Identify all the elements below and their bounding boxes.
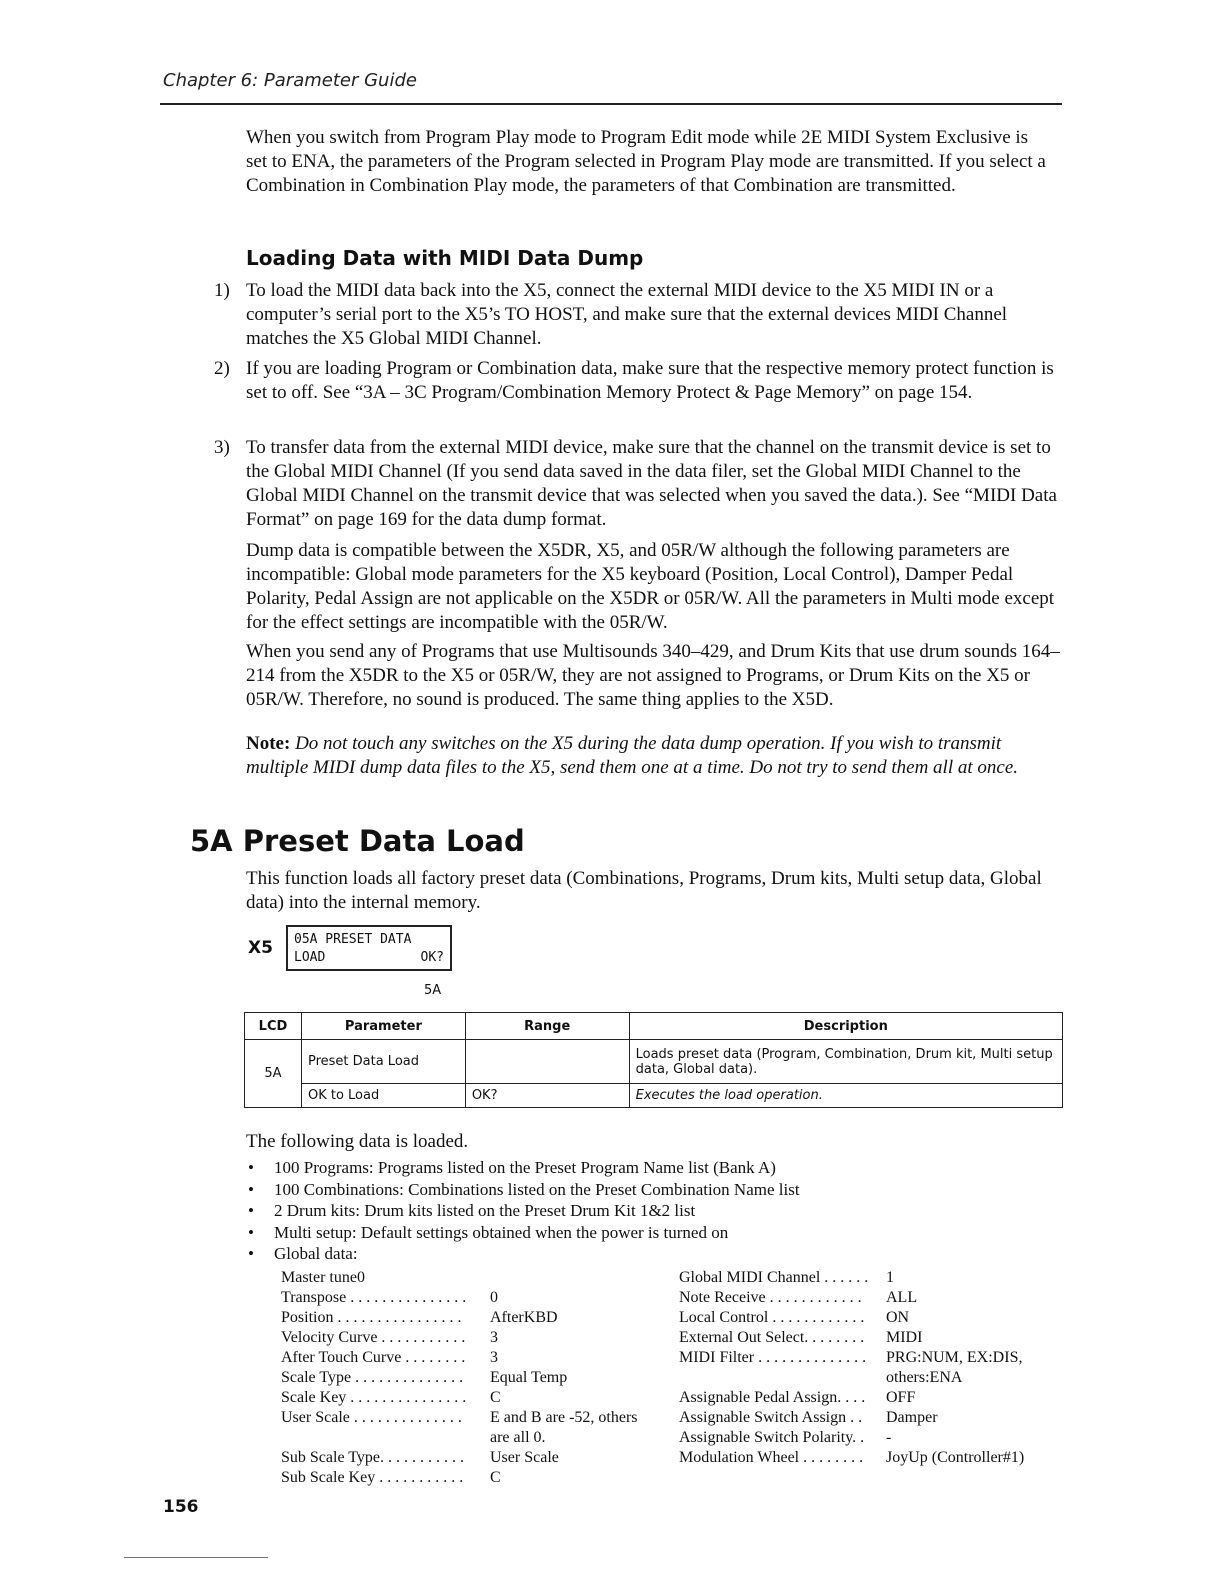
global-data-row [281,1288,661,1308]
lcd-device-label: X5 [248,938,273,958]
global-data-key: Scale Type . . . . . . . . . . . . . . [281,1369,464,1386]
global-data-key: Local Control . . . . . . . . . . . . [679,1309,865,1326]
step-text: To transfer data from the external MIDI device, make sure that the channel on the transmit device is set to the Global MIDI Channel (If you send data saved in the data filer, set the Global MIDI Channel to the Global MIDI Channel on the transmit device that was selected when you saved the data.). See “MIDI Data Format” on page 169 for the data dump format. [246,437,1057,530]
global-data-row [281,1328,661,1348]
compat-paragraph: Dump data is compatible between the X5DR, X5, and 05R/W although the following parameters are incompatible: Global mode parameters for the X5 keyboard (Position, Local Control), Damper Pedal Polarity, Pedal Assign are not applicable on the X5DR or 05R/W. All the parameters in Multi mode except for the effect settings are incompatible with the 05R/W. [246,540,1055,633]
note-block [246,732,1046,780]
global-data-row [679,1388,1064,1408]
global-data-key: Scale Key . . . . . . . . . . . . . . . [281,1389,467,1406]
lcd-line-2 [294,949,444,967]
global-data-value: OFF [886,1389,916,1406]
list-item: • Global data: [246,1243,1066,1265]
lcd-caption: 5A [424,983,442,998]
list-item: • 100 Programs: Programs listed on the Preset Program Name list (Bank A) [246,1157,1066,1179]
global-data-value: 3 [490,1349,498,1366]
lcd-line-1-text: 05A PRESET DATA [294,932,412,947]
global-data-row [281,1348,661,1368]
global-data-row [679,1368,1064,1388]
global-data-value: AfterKBD [490,1309,558,1326]
global-data-key: External Out Select. . . . . . . . [679,1329,865,1346]
cell-range [465,1040,629,1084]
lcd-display [286,925,452,971]
global-data-key: Velocity Curve . . . . . . . . . . . [281,1329,466,1346]
global-data-key: Transpose . . . . . . . . . . . . . . . [281,1289,467,1306]
global-data-value: User Scale [490,1449,559,1466]
cell-range: OK? [465,1084,629,1108]
global-data-value: C [490,1469,501,1486]
footer-link-underline [124,1557,268,1558]
global-data-value: C [490,1389,501,1406]
table-row [245,1084,1063,1108]
section-5a-intro: This function loads all factory preset data (Combinations, Programs, Drum kits, Multi setup data, Global data) into the internal memory. [246,868,1042,913]
section-heading-5a: 5A Preset Data Load [190,824,525,858]
step-number: 2) [214,358,230,379]
global-data-value: others:ENA [886,1369,963,1386]
parameter-table [244,1012,1063,1108]
global-data-row [679,1288,1064,1308]
global-data-value: E and B are -52, others [490,1409,638,1426]
send-paragraph: When you send any of Programs that use Multisounds 340–429, and Drum Kits that use drum sounds 164–214 from the X5DR to the X5 or 05R/W, they are not assigned to Programs, or Drum Kits on the X5 or 05R/W. Therefore, no sound is produced. The same thing applies to the X5D. [246,641,1060,710]
global-data-value: 1 [886,1269,894,1286]
global-data-row [679,1268,1064,1288]
table-row [245,1040,1063,1084]
global-data-row [281,1268,661,1288]
global-data-key: MIDI Filter . . . . . . . . . . . . . . [679,1349,867,1366]
loaded-data-list [246,1157,1066,1265]
global-data-right-column [679,1268,1064,1468]
global-data-row [679,1328,1064,1348]
header-rule [160,103,1062,105]
cell-description: Loads preset data (Program, Combination, Drum kit, Multi setup data, Global data). [629,1040,1062,1084]
note-label: Note: [246,733,291,754]
global-data-value: are all 0. [490,1429,546,1446]
global-data-row [281,1388,661,1408]
step-text: To load the MIDI data back into the X5, connect the external MIDI device to the X5 MIDI IN or a computer’s serial port to the X5’s TO HOST, and make sure that the external devices MIDI Channel matches the X5 Global MIDI Channel. [246,280,1008,349]
global-data-value: 3 [490,1329,498,1346]
global-data-key: Sub Scale Type. . . . . . . . . . . [281,1449,465,1466]
list-item: • 2 Drum kits: Drum kits listed on the Preset Drum Kit 1&2 list [246,1200,1066,1222]
step-number: 3) [214,437,230,458]
col-header-description: Description [629,1013,1062,1040]
global-data-row [679,1408,1064,1428]
global-data-value: Equal Temp [490,1369,568,1386]
global-data-key: Assignable Switch Assign . . [679,1409,863,1426]
global-data-row [679,1448,1064,1468]
numbered-step-3 [214,436,1064,532]
global-data-value: JoyUp (Controller#1) [886,1449,1025,1466]
global-data-row [281,1448,661,1468]
table-header-row [245,1013,1063,1040]
numbered-step-2 [214,357,1064,429]
global-data-row [679,1428,1064,1448]
global-data-key: Sub Scale Key . . . . . . . . . . . [281,1469,464,1486]
global-data-key: User Scale . . . . . . . . . . . . . . [281,1409,462,1426]
global-data-key: Position . . . . . . . . . . . . . . . . [281,1309,462,1326]
list-item: • 100 Combinations: Combinations listed on the Preset Combination Name list [246,1179,1066,1201]
lcd-line-1 [294,931,444,949]
global-data-key: Assignable Switch Polarity. . [679,1429,865,1446]
list-item: • Multi setup: Default settings obtained when the power is turned on [246,1222,1066,1244]
global-data-key: Master tune0 [281,1269,365,1286]
global-data-row [281,1308,661,1328]
global-data-row [281,1428,661,1448]
loading-heading: Loading Data with MIDI Data Dump [246,246,644,270]
page-number: 156 [163,1497,199,1517]
note-text: Do not touch any switches on the X5 during the data dump operation. If you wish to transmit multiple MIDI dump data files to the X5, send them one at a time. Do not try to send them all at once. [246,733,1019,778]
numbered-step-1 [214,279,1064,351]
lcd-line-2-left: LOAD [294,950,326,965]
global-data-row [679,1348,1064,1368]
step-text: If you are loading Program or Combination data, make sure that the respective memory protect function is set to off. See “3A – 3C Program/Combination Memory Protect & Page Memory” on page 154. [246,358,1054,403]
col-header-range: Range [465,1013,629,1040]
global-data-row [679,1308,1064,1328]
lcd-line-2-right: OK? [420,950,444,965]
global-data-value: Damper [886,1409,938,1426]
intro-paragraph: When you switch from Program Play mode to Program Edit mode while 2E MIDI System Exclusive is set to ENA, the parameters of the Program selected in Program Play mode are transmitted. If you select a Combination in Combination Play mode, the parameters of that Combination are transmitted. [246,127,1046,196]
col-header-parameter: Parameter [301,1013,465,1040]
global-data-value: PRG:NUM, EX:DIS, [886,1349,1023,1366]
step-number: 1) [214,280,230,301]
cell-description: Executes the load operation. [629,1084,1062,1108]
following-text: The following data is loaded. [246,1131,469,1152]
global-data-key: Global MIDI Channel . . . . . . [679,1269,869,1286]
chapter-header: Chapter 6: Parameter Guide [163,70,417,91]
cell-parameter: OK to Load [301,1084,465,1108]
col-header-lcd: LCD [245,1013,302,1040]
global-data-key: Assignable Pedal Assign. . . . [679,1389,866,1406]
global-data-value: 0 [490,1289,498,1306]
global-data-key: After Touch Curve . . . . . . . . [281,1349,466,1366]
global-data-value: ALL [886,1289,918,1306]
global-data-value: ON [886,1309,910,1326]
cell-parameter: Preset Data Load [301,1040,465,1084]
cell-lcd: 5A [245,1040,302,1108]
global-data-key: Note Receive . . . . . . . . . . . . [679,1289,862,1306]
global-data-row [281,1368,661,1388]
global-data-value: MIDI [886,1329,923,1346]
global-data-row [281,1468,661,1488]
global-data-left-column [281,1268,661,1488]
global-data-key: Modulation Wheel . . . . . . . . [679,1449,864,1466]
global-data-value: - [886,1429,892,1446]
global-data-row [281,1408,661,1428]
